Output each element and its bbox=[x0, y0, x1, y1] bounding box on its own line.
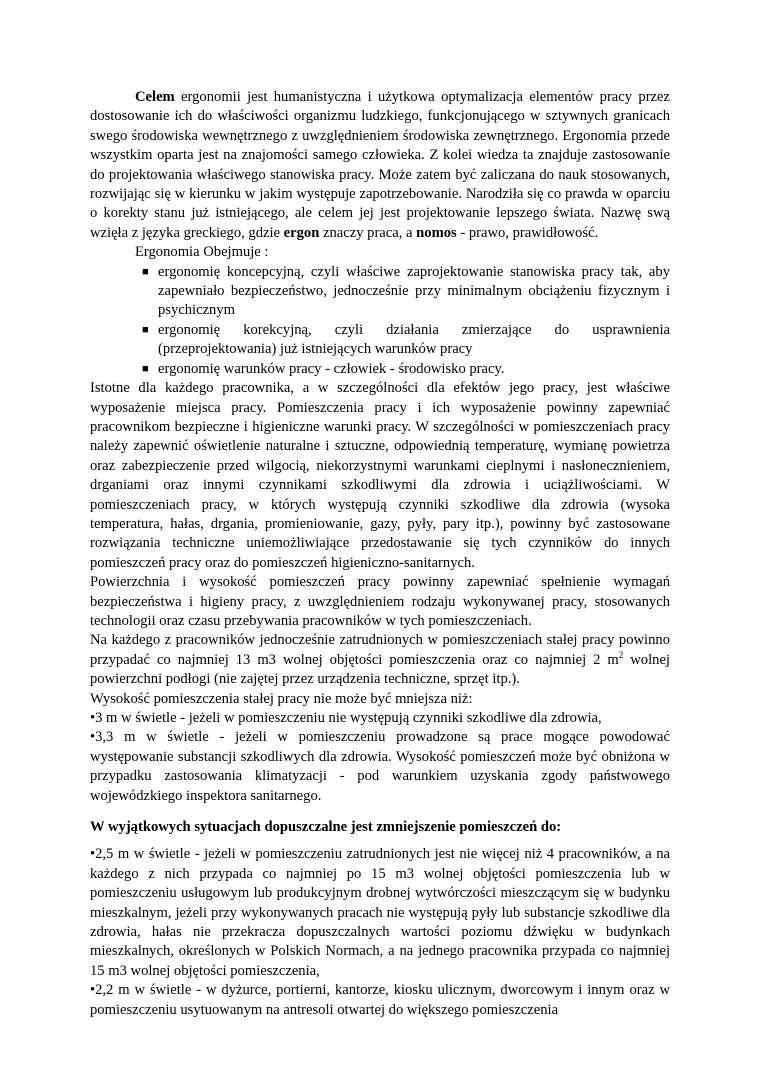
obejmuje-list bbox=[90, 263, 670, 379]
intro-text-1: ergonomii jest humanistyczna i użytkowa optymalizacja elementów pracy przez dostosowanie ich do właściwości organizmu ludzkiego, funkcjonującego w sztywnych granicach swego środowiska wewnętrznego z uwzględnieniem środowiska zewnętrznego. Ergonomia przede wszystkim oparta jest na znajomości samego człowieka. Z kolei wiedza ta znajduje zastosowanie do projektowania właściwego stanowiska pracy. Może zatem być zaliczana do nauk stosowanych, rozwijając się w kierunku w jakim występuje zapotrzebowanie. Narodziła się co prawda w oparciu o korekty stanu już istniejącego, ale celem jej jest projektowanie lepszego świata. Nazwę swą wzięła z języka greckiego, gdzie bbox=[90, 89, 670, 241]
paragraph-height-3-3m: •3,3 m w świetle - jeżeli w pomieszczeniu prowadzone są prace mogące powodować występowanie substancji szkodliwych dla zdrowia. Wysokość pomieszczeń może być obniżona w przypadku zastosowania klimatyzacji - pod warunkiem uzyskania zgody państwowego wojewódzkiego inspektora sanitarnego. bbox=[90, 729, 670, 804]
paragraph-area-height: Powierzchnia i wysokość pomieszczeń pracy powinny zapewniać spełnienie wymagań bezpieczeństwa i higieny pracy, z uwzględnieniem rodzaju wykonywanej pracy, stosowanych technologii oraz czasu przebywania pracowników w tych pomieszczeniach. bbox=[90, 574, 670, 629]
intro-paragraph bbox=[90, 88, 670, 243]
paragraph-per-worker-space bbox=[90, 631, 670, 689]
list-item-text: ergonomię korekcyjną, czyli działania zmierzające do usprawnienia (przeprojektowania) już istniejących warunków pracy bbox=[158, 321, 670, 358]
paragraph-workplace-equipment: Istotne dla każdego pracownika, a w szczególności dla efektów jego pracy, jest właściwe wyposażenie miejsca pracy. Pomieszczenia pracy i ich wyposażenie powinny zapewniać pracownikom bezpieczne i higieniczne warunki pracy. W szczególności w pomieszczeniach pracy należy zapewnić oświetlenie naturalne i sztuczne, odpowiednią temperaturę, wymianę powietrza oraz zabezpieczenie przed wilgocią, niekorzystnymi warunkami cieplnymi i nasłonecznieniem, drganiami oraz innymi czynnikami szkodliwymi dla zdrowia i uciążliwościami. W pomieszczeniach pracy, w których występują czynniki szkodliwe dla zdrowia (wysoka temperatura, hałas, drgania, promieniowanie, gazy, pyły, pary itp.), powinny być zastosowane rozwiązania techniczne uniemożliwiające przedostawanie się tych czynników do innych pomieszczeń pracy oraz do pomieszczeń higieniczno-sanitarnych. bbox=[90, 380, 670, 571]
square-bullet-icon: ■ bbox=[142, 265, 149, 278]
list-item bbox=[142, 321, 670, 360]
intro-text-2: znaczy praca, a bbox=[319, 224, 417, 241]
square-bullet-icon: ■ bbox=[142, 323, 149, 336]
list-item-text: ergonomię koncepcyjną, czyli właściwe zaprojektowanie stanowiska pracy tak, aby zapewniało bezpieczeństwo, jednocześnie przy minimalnym obciążeniu fizycznym i psychicznym bbox=[158, 263, 670, 319]
per-worker-text-b: wolnej powierzchni podłogi (nie zajętej przez urządzenia techniczne, sprzęt itp.). bbox=[90, 651, 670, 688]
intro-text-3: - prawo, prawidłowość. bbox=[456, 224, 599, 241]
superscript-2: 2 bbox=[618, 649, 624, 660]
square-bullet-icon: ■ bbox=[142, 362, 149, 375]
list-item bbox=[142, 263, 670, 321]
list-item-text: ergonomię warunków pracy - człowiek - środowisko pracy. bbox=[158, 360, 505, 377]
paragraph-height-2-5m: •2,5 m w świetle - jeżeli w pomieszczeniu zatrudnionych jest nie więcej niż 4 pracowników, a na każdego z nich przypada co najmniej po 15 m3 wolnej objętości pomieszczenia lub w pomieszczeniu usługowym lub produkcyjnym drobnej wytwórczości mieszczącym się w budynku mieszkalnym, jeżeli przy wykonywanych pracach nie występują pyły lub substancje szkodliwe dla zdrowia, hałas nie przekracza dopuszczalnych wartości poziomu dźwięku w budynkach mieszkalnych, określonych w Polskich Normach, a na jednego pracownika przypada co najmniej 15 m3 wolnej objętości pomieszczenia, bbox=[90, 846, 670, 979]
list-item bbox=[142, 360, 670, 379]
per-worker-text-a: Na każdego z pracowników jednocześnie zatrudnionych w pomieszczeniach stałej pracy powinno przypadać co najmniej 13 m3 wolnej objętości pomieszczenia oraz co najmniej 2 m bbox=[90, 632, 670, 668]
term-nomos: nomos bbox=[416, 224, 457, 241]
term-ergon: ergon bbox=[283, 224, 320, 241]
paragraph-height-3m: •3 m w świetle - jeżeli w pomieszczeniu nie występują czynniki szkodliwe dla zdrowia, bbox=[90, 710, 602, 726]
document-page bbox=[90, 88, 670, 1020]
term-celem: Celem bbox=[135, 89, 175, 105]
paragraph-height-2-2m: •2,2 m w świetle - w dyżurce, portierni, kantorze, kiosku ulicznym, dworcowym i innym oraz w pomieszczeniu usytuowanym na antresoli otwartej do większego pomieszczenia bbox=[90, 982, 670, 1018]
obejmuje-heading: Ergonomia Obejmuje : bbox=[135, 244, 269, 261]
paragraph-min-height: Wysokość pomieszczenia stałej pracy nie może być mniejsza niż: bbox=[90, 690, 473, 707]
exceptions-heading: W wyjątkowych sytuacjach dopuszczalne jest zmniejszenie pomieszczeń do: bbox=[90, 819, 562, 836]
